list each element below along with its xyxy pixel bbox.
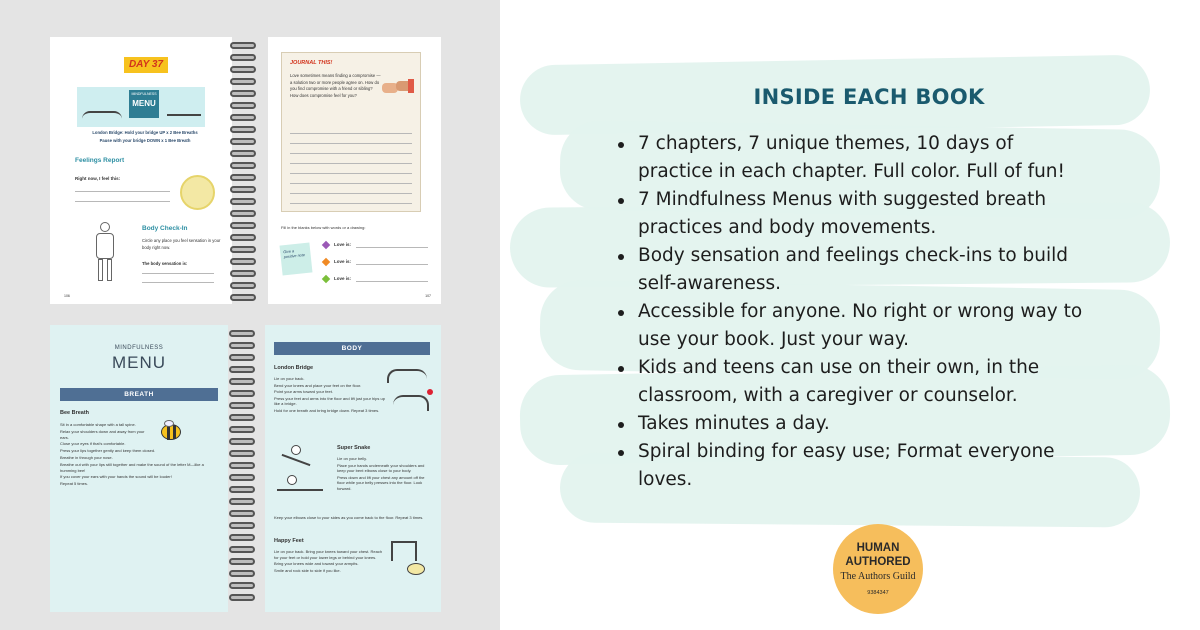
feelings-prompt: Right now, I feel this: [75, 176, 121, 181]
pose-instruction-1: London Bridge: Hold your bridge UP x 2 Bee Breaths [92, 130, 198, 135]
spread2-right-page [265, 325, 441, 612]
list-item: Accessible for anyone. No right or wrong way to use your book. Just your way. [614, 298, 1089, 354]
heart-orange-icon [322, 258, 330, 266]
love-line-3: Love is: [334, 276, 352, 281]
bridge-steps: Lie on your back. Bend your knees and place your feet on the floor. Point your arms toward your feet. Press your feet and arms into the floor and lift just your hips up like a bridge. Hold for one breath and bring bridge down. Repeat 3 times. [274, 376, 385, 413]
fill-prompt: Fill in the blanks below with words or a drawing: [281, 225, 366, 230]
snake-steps: Lie on your belly. Place your hands underneath your shoulders and keep your bent elbows close to your body. Press down and lift your chest any amount off the floor while your belly presses into the floor. Look forward. [337, 456, 425, 491]
body-header: BODY [274, 342, 430, 355]
snake-last-step: Keep your elbows close to your sides as you come back to the floor. Repeat 3 times. [274, 515, 424, 520]
lying-figure-icon [167, 114, 201, 116]
day-label: DAY 37 [124, 57, 168, 73]
snake-pose-icon [275, 443, 325, 495]
page-number-right: 107 [425, 294, 431, 298]
list-item: 7 chapters, 7 unique themes, 10 days of practice in each chapter. Full color. Full of fun! [614, 130, 1089, 186]
breath-header: BREATH [60, 388, 218, 401]
feelings-title: Feelings Report [75, 157, 125, 164]
list-item: 7 Mindfulness Menus with suggested breath practices and body movements. [614, 186, 1089, 242]
menu-banner [77, 87, 205, 127]
list-item: Takes minutes a day. [614, 410, 1089, 438]
feature-list [614, 130, 1089, 494]
happy-feet-icon [387, 539, 431, 579]
feelings-circle [180, 175, 215, 210]
handshake-icon [382, 75, 414, 97]
sensation-label: The body sensation is: [142, 261, 188, 266]
human-authored-badge: HUMAN AUTHORED The Authors Guild 9384347 [833, 524, 923, 614]
spread1-left-page [50, 37, 232, 304]
checkin-title: Body Check-In [142, 225, 188, 232]
list-item: Kids and teens can use on their own, in the classroom, with a caregiver or counselor. [614, 354, 1089, 410]
checkin-text: Circle any place you feel sensation in your body right now. [142, 238, 221, 250]
spread1-right-page [268, 37, 441, 304]
bee-icon [158, 420, 184, 444]
pose-instruction-2: Pause with your bridge DOWN x 1 Bee Breath [99, 138, 191, 143]
love-line-1: Love is: [334, 242, 352, 247]
feet-steps: Lie on your back. Bring your knees toward your chest. Reach for your feet or hold your lower legs or behind your knees. Bring your knees wide and toward your armpits. Smile and rock side to side if you like. [274, 549, 383, 573]
heart-green-icon [322, 275, 330, 283]
bee-title: Bee Breath [60, 410, 90, 416]
page-number-left: 106 [64, 294, 70, 298]
spiral-binding-bottom [229, 330, 255, 610]
sticky-note: Give a positive note [280, 243, 313, 276]
feet-title: Happy Feet [274, 538, 304, 544]
bee-steps: Sit in a comfortable shape with a tall spine. Relax your shoulders down and away from your ears. Close your eyes if that's comfortable. Press your lips together gently and keep them closed. Breathe in through your nose. Breathe out with your lips still together and make the sound of the letter M—like a humming bee! If you cover your ears with your hands the sound will be louder! Repeat 5 times. [60, 422, 204, 487]
bridge-figure-icon [82, 111, 122, 119]
journal-box: JOURNAL THIS! Love sometimes means finding a compromise — a solution two or more people agree on. How do you find compromise with a friend or sibling? How does compromise feel for you? [281, 52, 421, 212]
love-line-2: Love is: [334, 259, 352, 264]
list-item: Body sensation and feelings check-ins to build self-awareness. [614, 242, 1089, 298]
body-outline-icon [92, 222, 118, 282]
spread2-left-page: MINDFULNESS MENU BREATH Bee Breath Sit in a comfortable shape with a tall spine. Relax your shoulders down and away from your ears. Close your eyes if that's comfortable. Press your lips together gently and keep them closed. Breathe in through your nose. Breathe out with your lips still together and make the sound of the letter M—like a humming bee! If you cover your ears with your hands the sound will be louder! Repeat 5 times. [50, 325, 228, 612]
feature-panel [500, 0, 1200, 630]
menu-sign: MINDFULNESS MENU [129, 90, 159, 118]
spiral-binding-top [230, 42, 256, 302]
book-preview-panel [0, 0, 500, 630]
bridge-title: London Bridge [274, 365, 314, 371]
list-item: Spiral binding for easy use; Format everyone loves. [614, 438, 1089, 494]
bridge-pose-icon [383, 363, 433, 418]
section-title: INSIDE EACH BOOK [753, 85, 985, 109]
heart-purple-icon [322, 241, 330, 249]
snake-title: Super Snake [337, 445, 371, 451]
